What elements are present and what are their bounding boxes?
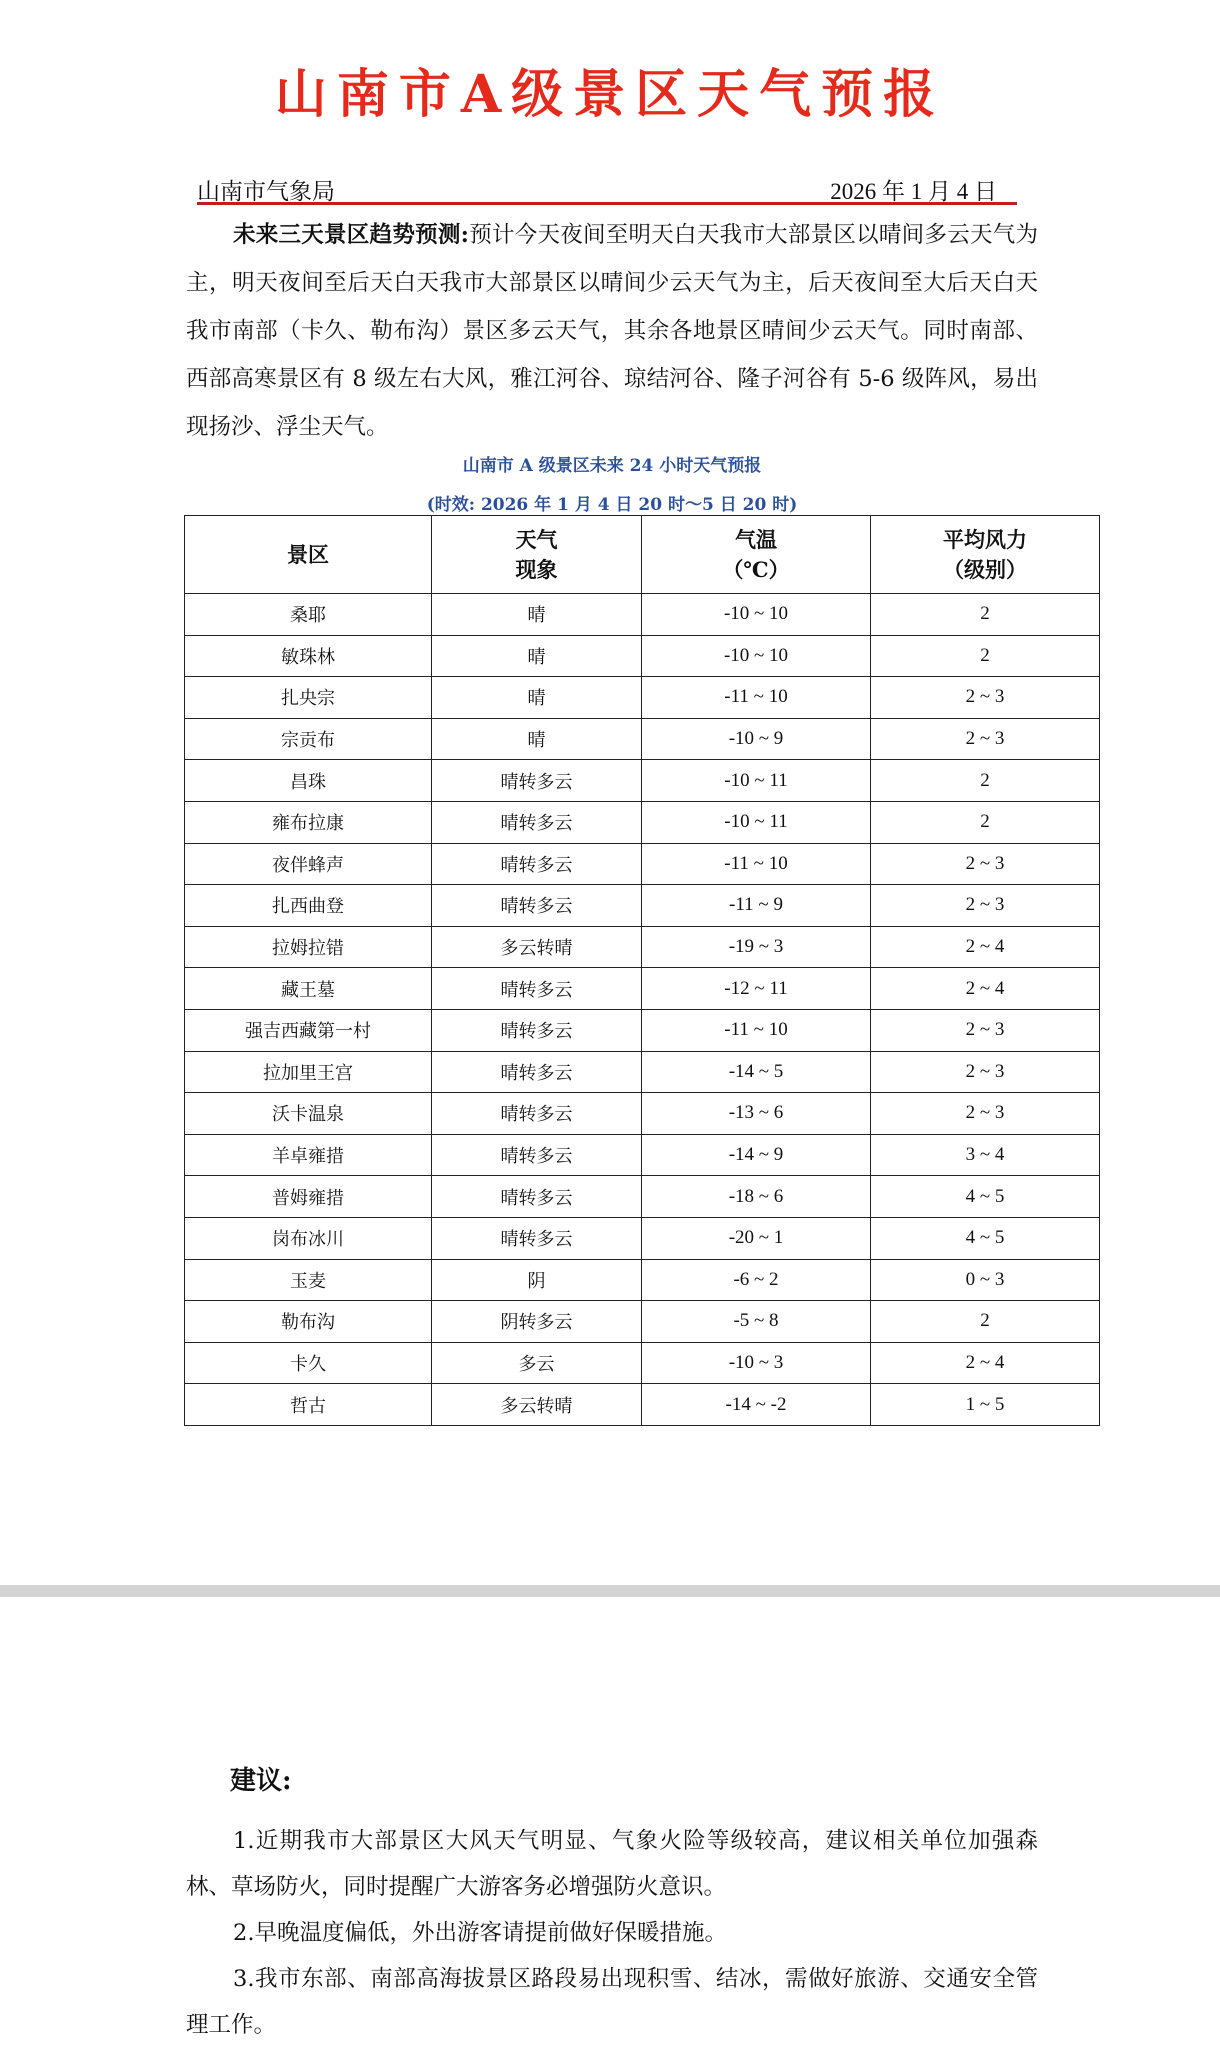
cell-wind: 2 (871, 801, 1100, 843)
cell-area: 敏珠林 (185, 635, 432, 677)
table-row (185, 968, 1100, 1010)
cell-temperature: -5 ~ 8 (642, 1301, 871, 1343)
table-row (185, 1259, 1100, 1301)
cell-wind: 2 ~ 3 (871, 1009, 1100, 1051)
table-row (185, 718, 1100, 760)
cell-wind: 1 ~ 5 (871, 1384, 1100, 1426)
table-row (185, 801, 1100, 843)
header-weather: 天气 现象 (432, 516, 642, 594)
cell-wind: 4 ~ 5 (871, 1176, 1100, 1218)
cell-temperature: -11 ~ 10 (642, 843, 871, 885)
cell-area: 沃卡温泉 (185, 1093, 432, 1135)
advice-item: 1.近期我市大部景区大风天气明显、气象火险等级较高，建议相关单位加强森林、草场防火，同时提醒广大游客务必增强防火意识。 (186, 1828, 1038, 1900)
cell-weather: 多云 (432, 1342, 642, 1384)
cell-weather: 阴 (432, 1259, 642, 1301)
cell-area: 拉加里王宫 (185, 1051, 432, 1093)
cell-area: 雍布拉康 (185, 801, 432, 843)
cell-wind: 2 ~ 3 (871, 843, 1100, 885)
cell-temperature: -12 ~ 11 (642, 968, 871, 1010)
cell-weather: 晴 (432, 635, 642, 677)
table-row (185, 1342, 1100, 1384)
table-row (185, 1301, 1100, 1343)
cell-area: 哲古 (185, 1384, 432, 1426)
cell-temperature: -10 ~ 11 (642, 760, 871, 802)
cell-area: 玉麦 (185, 1259, 432, 1301)
cell-wind: 2 ~ 3 (871, 677, 1100, 719)
table-row (185, 885, 1100, 927)
advice-item: 2.早晚温度偏低，外出游客请提前做好保暖措施。 (233, 1920, 727, 1946)
table-row (185, 1093, 1100, 1135)
advice-title: 建议: (230, 1766, 292, 1796)
cell-area: 勒布沟 (185, 1301, 432, 1343)
cell-weather: 晴转多云 (432, 1134, 642, 1176)
table-row (185, 926, 1100, 968)
cell-area: 扎央宗 (185, 677, 432, 719)
table-caption: 山南市 A 级景区未来 24 小时天气预报 (462, 456, 762, 476)
cell-area: 普姆雍措 (185, 1176, 432, 1218)
cell-temperature: -18 ~ 6 (642, 1176, 871, 1218)
cell-weather: 晴转多云 (432, 760, 642, 802)
cell-wind: 2 ~ 4 (871, 1342, 1100, 1384)
table-row (185, 760, 1100, 802)
cell-temperature: -6 ~ 2 (642, 1259, 871, 1301)
page-title: 山南市A级景区天气预报 (274, 64, 946, 125)
cell-area: 昌珠 (185, 760, 432, 802)
cell-wind: 2 ~ 3 (871, 885, 1100, 927)
cell-weather: 晴转多云 (432, 1217, 642, 1259)
table-row (185, 1051, 1100, 1093)
cell-temperature: -10 ~ 10 (642, 594, 871, 636)
issuer: 山南市气象局 (197, 179, 335, 204)
advice-item: 3.我市东部、南部高海拔景区路段易出现积雪、结冰，需做好旅游、交通安全管理工作。 (186, 1966, 1038, 2038)
cell-wind: 2 (871, 760, 1100, 802)
cell-wind: 2 ~ 4 (871, 968, 1100, 1010)
table-row (185, 594, 1100, 636)
table-row (185, 677, 1100, 719)
cell-area: 夜伴蜂声 (185, 843, 432, 885)
cell-weather: 晴 (432, 677, 642, 719)
cell-area: 岗布冰川 (185, 1217, 432, 1259)
cell-temperature: -14 ~ 9 (642, 1134, 871, 1176)
table-header-row (185, 516, 1100, 594)
cell-wind: 2 ~ 3 (871, 718, 1100, 760)
cell-temperature: -10 ~ 11 (642, 801, 871, 843)
document-page-2 (0, 1597, 1220, 2072)
cell-wind: 2 ~ 4 (871, 926, 1100, 968)
cell-temperature: -11 ~ 10 (642, 677, 871, 719)
cell-weather: 晴转多云 (432, 843, 642, 885)
forecast-table (184, 515, 1100, 1426)
cell-temperature: -14 ~ 5 (642, 1051, 871, 1093)
table-row (185, 843, 1100, 885)
cell-temperature: -10 ~ 3 (642, 1342, 871, 1384)
cell-temperature: -19 ~ 3 (642, 926, 871, 968)
header-area: 景区 (185, 516, 432, 594)
cell-temperature: -14 ~ -2 (642, 1384, 871, 1426)
cell-area: 拉姆拉错 (185, 926, 432, 968)
cell-wind: 0 ~ 3 (871, 1259, 1100, 1301)
cell-area: 卡久 (185, 1342, 432, 1384)
cell-wind: 2 (871, 1301, 1100, 1343)
cell-temperature: -20 ~ 1 (642, 1217, 871, 1259)
cell-weather: 晴转多云 (432, 801, 642, 843)
header-temperature: 气温 （℃） (642, 516, 871, 594)
cell-wind: 2 ~ 3 (871, 1051, 1100, 1093)
cell-area: 羊卓雍措 (185, 1134, 432, 1176)
issue-date: 2026 年 1 月 4 日 (830, 179, 997, 204)
cell-area: 扎西曲登 (185, 885, 432, 927)
cell-weather: 晴转多云 (432, 968, 642, 1010)
header-wind: 平均风力 （级别） (871, 516, 1100, 594)
cell-wind: 2 (871, 594, 1100, 636)
trend-lead: 未来三天景区趋势预测: (233, 222, 469, 248)
table-row (185, 1384, 1100, 1426)
cell-temperature: -11 ~ 9 (642, 885, 871, 927)
table-row (185, 1134, 1100, 1176)
cell-temperature: -11 ~ 10 (642, 1009, 871, 1051)
cell-area: 藏王墓 (185, 968, 432, 1010)
cell-wind: 3 ~ 4 (871, 1134, 1100, 1176)
table-row (185, 635, 1100, 677)
issuer-line (197, 173, 1017, 205)
cell-weather: 多云转晴 (432, 926, 642, 968)
cell-weather: 晴转多云 (432, 1176, 642, 1218)
cell-weather: 晴转多云 (432, 1009, 642, 1051)
cell-wind: 2 ~ 3 (871, 1093, 1100, 1135)
table-body (185, 594, 1100, 1426)
table-row (185, 1009, 1100, 1051)
trend-text: 预计今天夜间至明天白天我市大部景区以晴间多云天气为主，明天夜间至后天白天我市大部景区以晴间少云天气为主，后天夜间至大后天白天我市南部（卡久、勒布沟）景区多云天气，其余各地景区晴间少云天气。同时南部、西部高寒景区有 8 级左右大风，雅江河谷、琼结河谷、隆子河谷有 5-6 级阵风，易出现扬沙、浮尘天气。 (186, 222, 1038, 440)
cell-wind: 2 (871, 635, 1100, 677)
cell-temperature: -10 ~ 10 (642, 635, 871, 677)
cell-area: 桑耶 (185, 594, 432, 636)
cell-weather: 晴转多云 (432, 1093, 642, 1135)
table-row (185, 1176, 1100, 1218)
table-validity: (时效: 2026 年 1 月 4 日 20 时～5 日 20 时) (426, 495, 798, 515)
cell-weather: 晴转多云 (432, 885, 642, 927)
cell-area: 强吉西藏第一村 (185, 1009, 432, 1051)
cell-weather: 阴转多云 (432, 1301, 642, 1343)
table-row (185, 1217, 1100, 1259)
page-divider (0, 1585, 1220, 1597)
cell-weather: 晴 (432, 718, 642, 760)
cell-wind: 4 ~ 5 (871, 1217, 1100, 1259)
cell-area: 宗贡布 (185, 718, 432, 760)
trend-paragraph (186, 211, 1038, 451)
cell-weather: 晴 (432, 594, 642, 636)
cell-temperature: -10 ~ 9 (642, 718, 871, 760)
cell-weather: 晴转多云 (432, 1051, 642, 1093)
cell-weather: 多云转晴 (432, 1384, 642, 1426)
cell-temperature: -13 ~ 6 (642, 1093, 871, 1135)
advice-list (186, 1818, 1038, 2048)
